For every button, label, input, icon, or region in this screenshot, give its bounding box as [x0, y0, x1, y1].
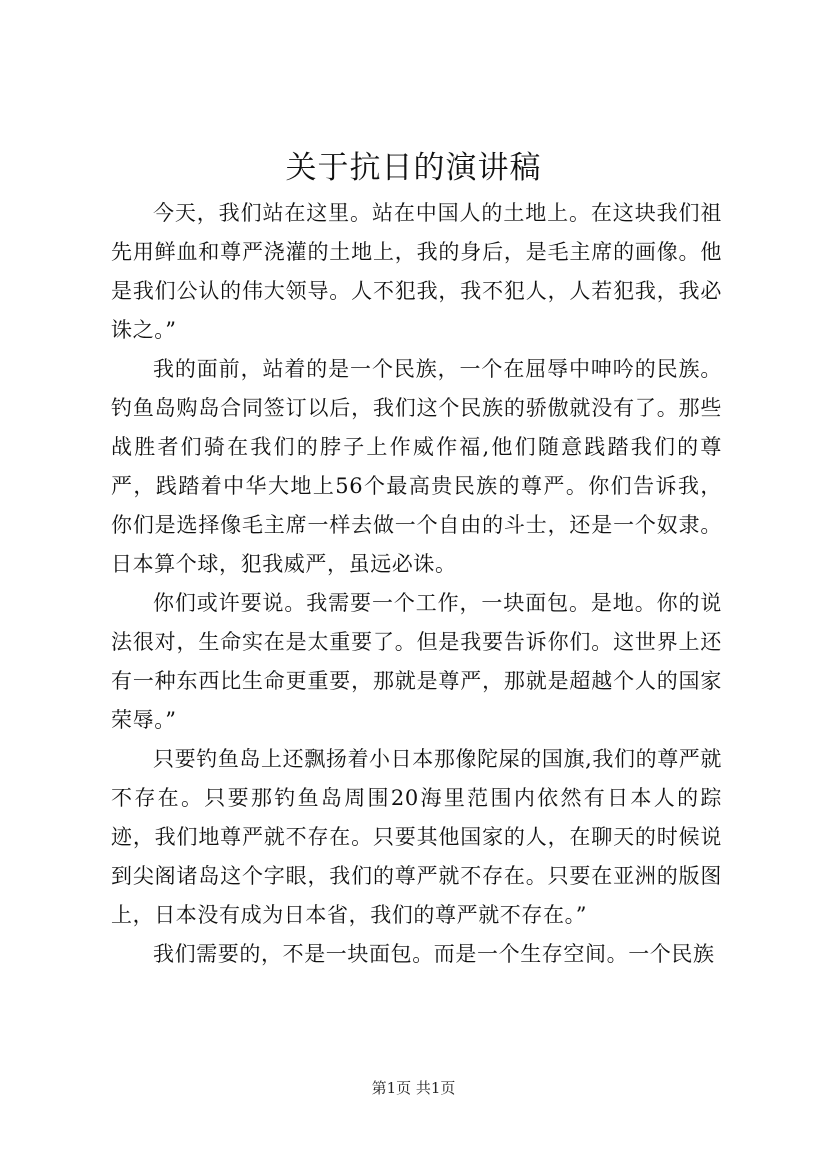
paragraph-4: 只要钓鱼岛上还飘扬着小日本那像陀屎的国旗,我们的尊严就不存在。只要那钓鱼岛周围20海里范围内依然有日本人的踪迹，我们地尊严就不存在。只要其他国家的人，在聊天的时候说到尖阁诸岛这个字眼，我们的尊严就不存在。只要在亚洲的版图上，日本没有成为日本省，我们的尊严就不存在。”: [111, 747, 722, 927]
paragraph-1: 今天，我们站在这里。站在中国人的土地上。在这块我们祖先用鲜血和尊严浇灌的土地上，我的身后，是毛主席的画像。他是我们公认的伟大领导。人不犯我，我不犯人，人若犯我，我必诛之。”: [111, 201, 722, 342]
paragraph-2: 我的面前，站着的是一个民族，一个在屈辱中呻吟的民族。钓鱼岛购岛合同签订以后，我们这个民族的骄傲就没有了。那些战胜者们骑在我们的脖子上作威作福,他们随意践踏我们的尊严，践踏着中华大地上56个最高贵民族的尊严。你们告诉我，你们是选择像毛主席一样去做一个自由的斗士，还是一个奴隶。日本算个球，犯我威严，虽远必诛。: [111, 357, 722, 576]
page-footer: 第1页 共1页: [371, 1079, 456, 1097]
paragraph-5: 我们需要的，不是一块面包。而是一个生存空间。一个民族: [153, 942, 715, 966]
paragraph-3: 你们或许要说。我需要一个工作，一块面包。是地。你的说法很对，生命实在是太重要了。但是我要告诉你们。这世界上还有一种东西比生命更重要，那就是尊严，那就是超越个人的国家荣辱。”: [111, 591, 722, 732]
document-body: [111, 194, 722, 974]
document-title: 关于抗日的演讲稿: [285, 150, 542, 186]
